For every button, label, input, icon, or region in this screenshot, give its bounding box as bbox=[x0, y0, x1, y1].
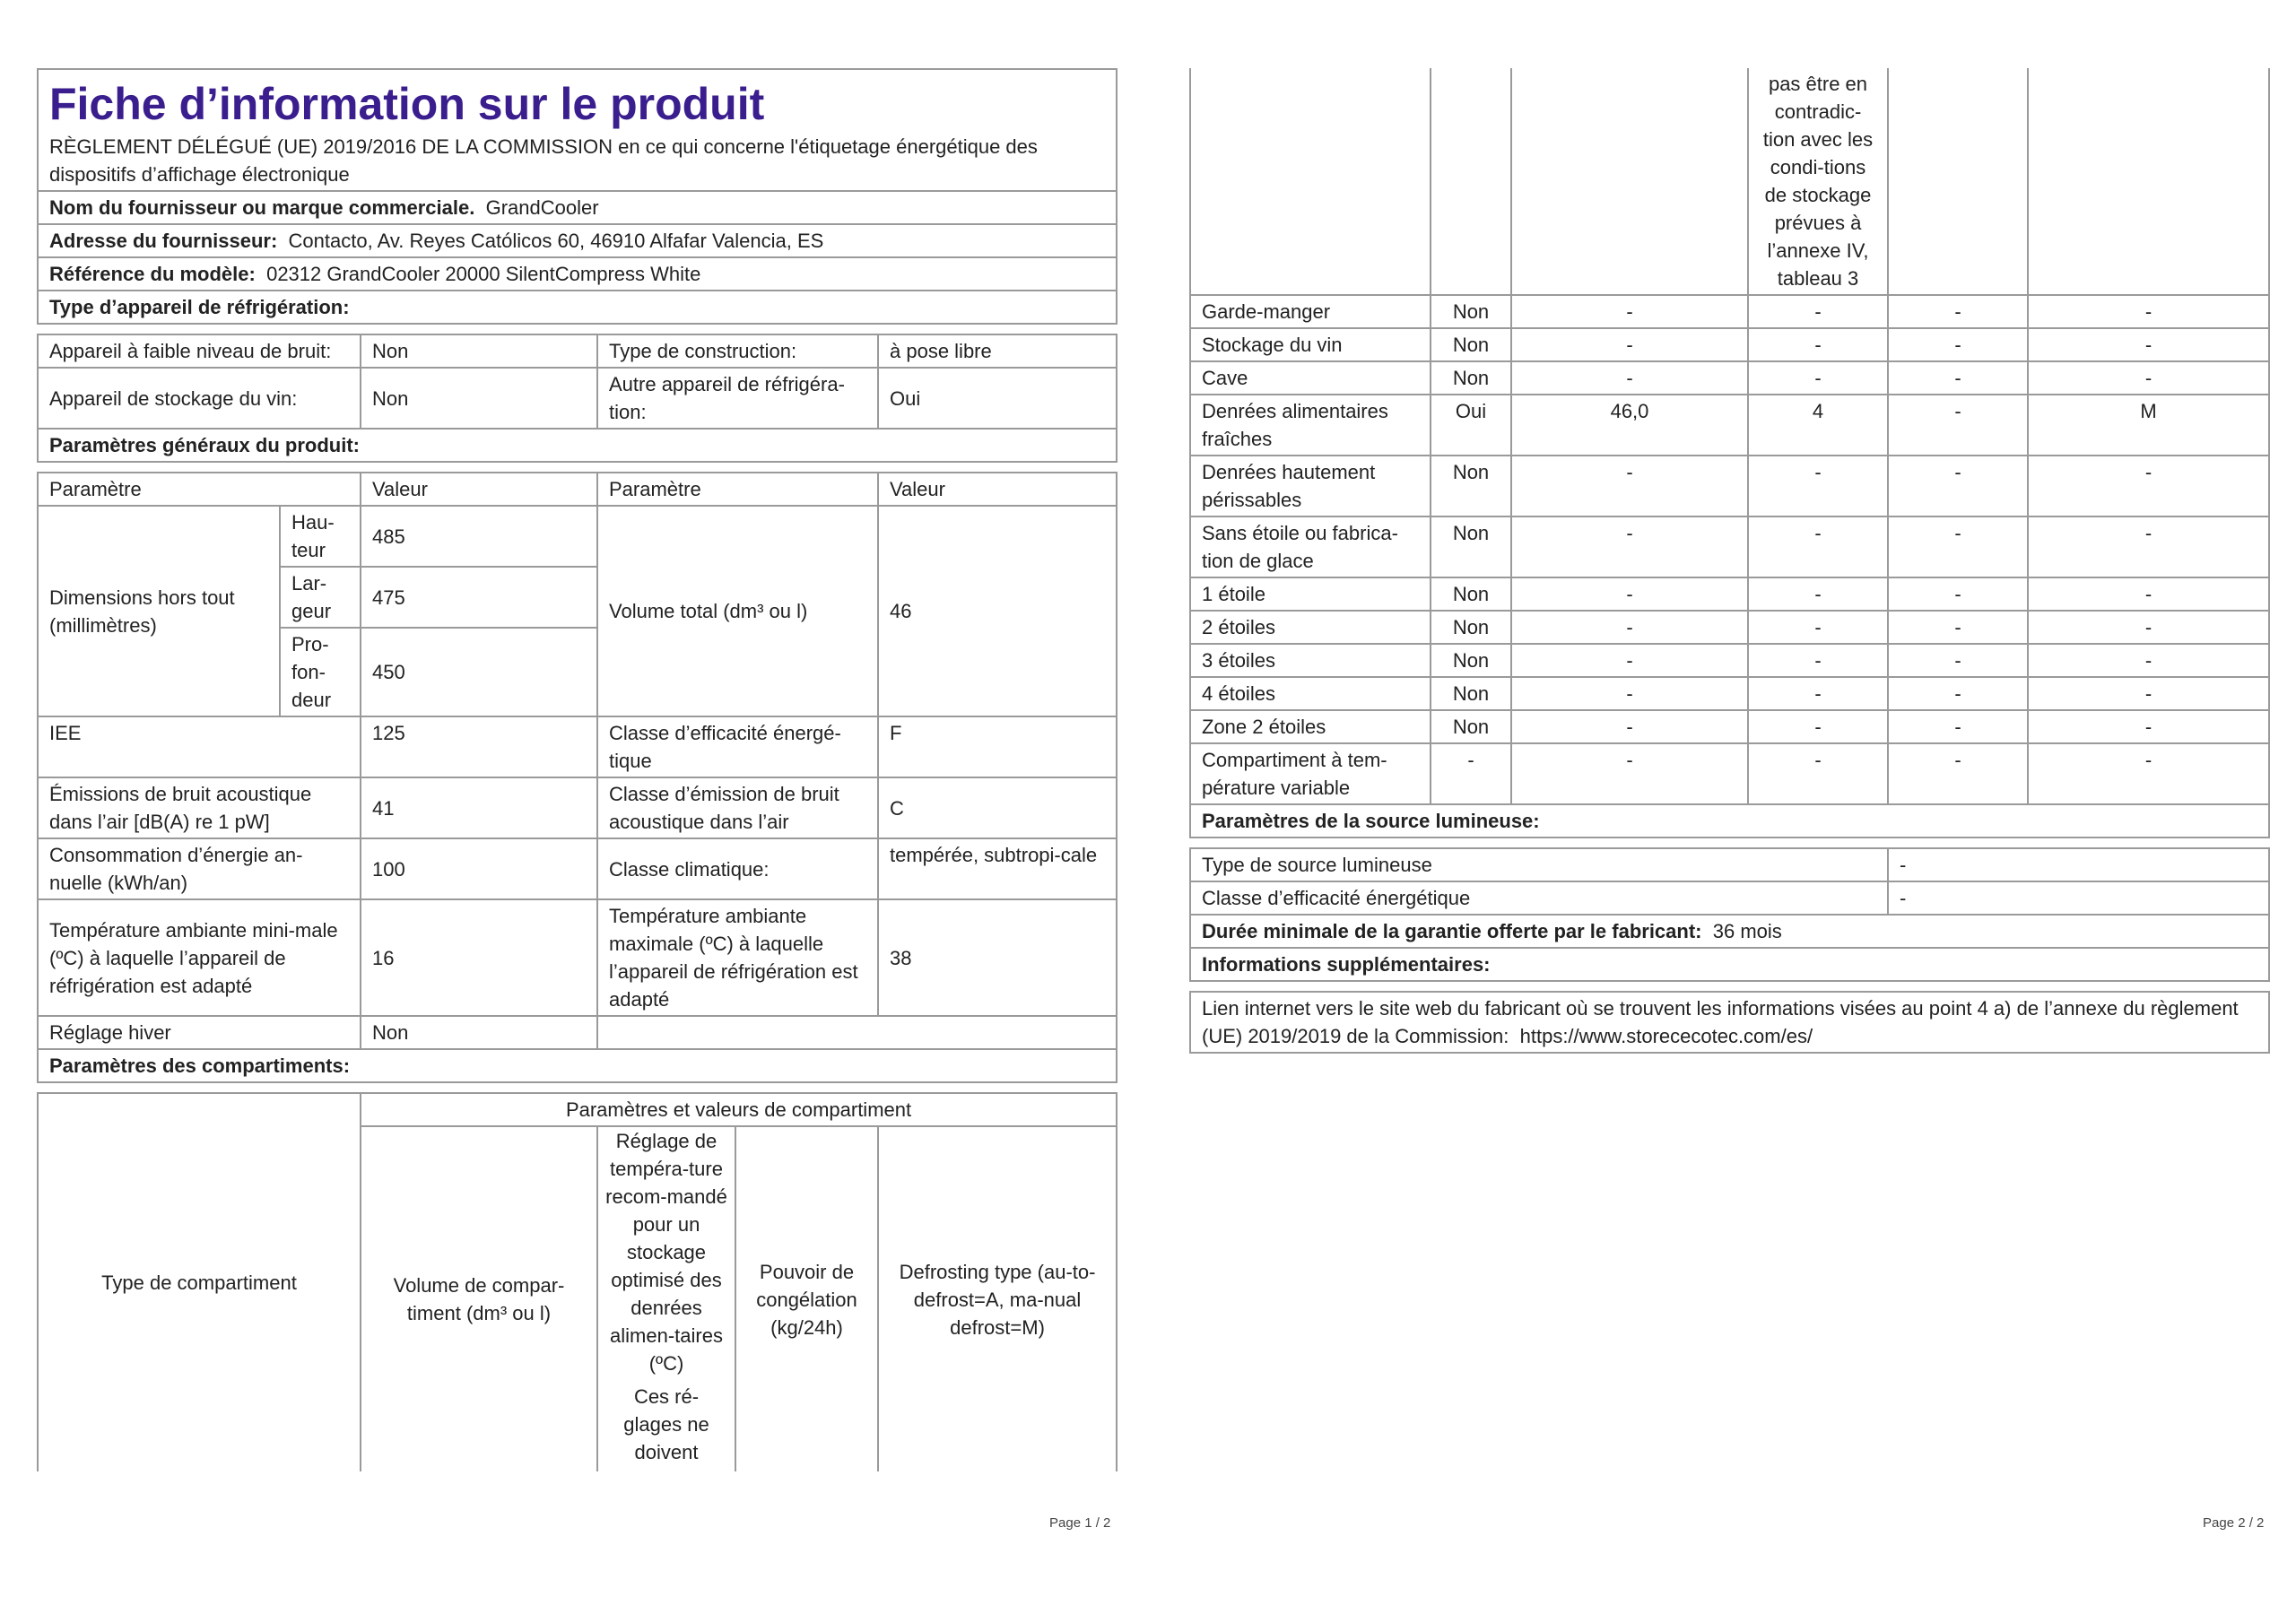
col-value-1: Valeur bbox=[361, 473, 597, 506]
construction-label: Type de construction: bbox=[597, 334, 878, 368]
compartment-volume: - bbox=[1511, 611, 1748, 644]
compartment-volume: - bbox=[1511, 577, 1748, 611]
compartment-freeze: - bbox=[1888, 611, 2028, 644]
compartment-temp: - bbox=[1748, 644, 1888, 677]
comp-volume-header: Volume de compar-timent (dm³ ou l) bbox=[361, 1126, 597, 1471]
compartment-present: Non bbox=[1431, 295, 1511, 328]
compartment-defrost: - bbox=[2028, 361, 2269, 395]
iee-value: 125 bbox=[361, 716, 597, 777]
col-param-1: Paramètre bbox=[38, 473, 361, 506]
compartment-name: 3 étoiles bbox=[1190, 644, 1431, 677]
compartment-freeze: - bbox=[1888, 743, 2028, 804]
compartment-present: Non bbox=[1431, 516, 1511, 577]
consumption-label: Consommation d’énergie an-nuelle (kWh/an) bbox=[38, 838, 361, 899]
compartment-present: - bbox=[1431, 743, 1511, 804]
compartment-freeze: - bbox=[1888, 516, 2028, 577]
dimensions-label: Dimensions hors tout (millimètres) bbox=[38, 506, 280, 716]
extra-text: Lien internet vers le site web du fabricant où se trouvent les informations visées au point 4 a) de l’annexe du règlement (UE) 2019/2019 de la Commission: bbox=[1202, 997, 2239, 1047]
table-row bbox=[1190, 295, 2269, 328]
compartment-freeze: - bbox=[1888, 644, 2028, 677]
compartment-defrost: - bbox=[2028, 328, 2269, 361]
compartment-temp: - bbox=[1748, 456, 1888, 516]
compartment-freeze: - bbox=[1888, 361, 2028, 395]
max-temp-value: 38 bbox=[878, 899, 1117, 1016]
other-value: Oui bbox=[878, 368, 1117, 429]
compartment-table bbox=[1189, 68, 2270, 1054]
compartment-present: Non bbox=[1431, 328, 1511, 361]
compartment-freeze: - bbox=[1888, 677, 2028, 710]
winter-value: Non bbox=[361, 1016, 597, 1049]
max-temp-label: Température ambiante maximale (ºC) à laquelle l’appareil de réfrigération est adapté bbox=[597, 899, 878, 1016]
compartment-temp: - bbox=[1748, 743, 1888, 804]
compartment-name: 4 étoiles bbox=[1190, 677, 1431, 710]
table-row bbox=[1190, 328, 2269, 361]
height-value: 485 bbox=[361, 506, 597, 567]
compartment-defrost: - bbox=[2028, 644, 2269, 677]
compartments-heading: Paramètres des compartiments: bbox=[38, 1049, 1117, 1082]
comp-temp-header-continuation: pas être en contradic-tion avec les condi-tions de stockage prévues à l’annexe IV, tableau 3 bbox=[1748, 68, 1888, 295]
compartment-defrost: - bbox=[2028, 677, 2269, 710]
model-label: Référence du modèle: bbox=[49, 263, 256, 285]
table-row bbox=[1190, 677, 2269, 710]
climate-label: Classe climatique: bbox=[597, 838, 878, 899]
regulation-text: RÈGLEMENT DÉLÉGUÉ (UE) 2019/2016 DE LA COMMISSION en ce qui concerne l'étiquetage énergétique des dispositifs d’affichage électronique bbox=[49, 135, 1038, 186]
light-class-label: Classe d’efficacité énergétique bbox=[1190, 881, 1888, 915]
comp-temp-header: Réglage de tempéra-ture recom-mandé pour un stockage optimisé des denrées alimen-taires (ºC) bbox=[605, 1130, 727, 1375]
compartment-present: Non bbox=[1431, 677, 1511, 710]
address-label: Adresse du fournisseur: bbox=[49, 230, 278, 252]
compartment-name: Denrées hautement périssables bbox=[1190, 456, 1431, 516]
compartment-temp: - bbox=[1748, 516, 1888, 577]
compartment-freeze: - bbox=[1888, 395, 2028, 456]
compartment-volume: - bbox=[1511, 516, 1748, 577]
compartment-name: Compartiment à tem-pérature variable bbox=[1190, 743, 1431, 804]
col-value-2: Valeur bbox=[878, 473, 1117, 506]
compartment-temp: - bbox=[1748, 677, 1888, 710]
compartment-present: Non bbox=[1431, 710, 1511, 743]
min-temp-value: 16 bbox=[361, 899, 597, 1016]
compartment-freeze: - bbox=[1888, 328, 2028, 361]
width-label: Lar-geur bbox=[280, 567, 361, 628]
compartment-name: Cave bbox=[1190, 361, 1431, 395]
compartment-defrost: - bbox=[2028, 295, 2269, 328]
compartment-name: Stockage du vin bbox=[1190, 328, 1431, 361]
low-noise-label: Appareil à faible niveau de bruit: bbox=[38, 334, 361, 368]
compartment-present: Non bbox=[1431, 456, 1511, 516]
table-row bbox=[1190, 361, 2269, 395]
low-noise-value: Non bbox=[361, 334, 597, 368]
consumption-value: 100 bbox=[361, 838, 597, 899]
iee-label: IEE bbox=[38, 716, 361, 777]
volume-label: Volume total (dm³ ou l) bbox=[597, 506, 878, 716]
comp-defrost-header: Defrosting type (au-to-defrost=A, ma-nual defrost=M) bbox=[878, 1126, 1117, 1471]
light-class-value: - bbox=[1888, 881, 2269, 915]
compartment-freeze: - bbox=[1888, 710, 2028, 743]
general-heading: Paramètres généraux du produit: bbox=[38, 429, 1117, 462]
comp-temp-header-cont: Ces ré-glages ne doivent bbox=[623, 1385, 709, 1463]
compartment-present: Non bbox=[1431, 644, 1511, 677]
wine-label: Appareil de stockage du vin: bbox=[38, 368, 361, 429]
compartment-temp: - bbox=[1748, 328, 1888, 361]
compartment-temp: - bbox=[1748, 295, 1888, 328]
winter-label: Réglage hiver bbox=[38, 1016, 361, 1049]
compartment-volume: - bbox=[1511, 456, 1748, 516]
table-row bbox=[1190, 710, 2269, 743]
compartment-temp: 4 bbox=[1748, 395, 1888, 456]
compartment-volume: - bbox=[1511, 644, 1748, 677]
col-param-2: Paramètre bbox=[597, 473, 878, 506]
height-label: Hau-teur bbox=[280, 506, 361, 567]
warranty-value: 36 mois bbox=[1712, 920, 1782, 942]
supplier-label: Nom du fournisseur ou marque commerciale. bbox=[49, 196, 475, 219]
compartment-volume: - bbox=[1511, 361, 1748, 395]
table-row bbox=[1190, 743, 2269, 804]
compartment-temp: - bbox=[1748, 361, 1888, 395]
light-type-label: Type de source lumineuse bbox=[1190, 848, 1888, 881]
compartment-defrost: - bbox=[2028, 743, 2269, 804]
compartment-volume: - bbox=[1511, 677, 1748, 710]
compartment-defrost: M bbox=[2028, 395, 2269, 456]
compartment-volume: 46,0 bbox=[1511, 395, 1748, 456]
warranty-label: Durée minimale de la garantie offerte par le fabricant: bbox=[1202, 920, 1702, 942]
table-row bbox=[1190, 611, 2269, 644]
compartment-present: Non bbox=[1431, 611, 1511, 644]
compartment-freeze: - bbox=[1888, 456, 2028, 516]
energy-class-label: Classe d’efficacité énergé-tique bbox=[597, 716, 878, 777]
compartment-defrost: - bbox=[2028, 577, 2269, 611]
manufacturer-link[interactable]: https://www.storececotec.com/es/ bbox=[1519, 1025, 1813, 1047]
compartment-defrost: - bbox=[2028, 710, 2269, 743]
compartment-name: Garde-manger bbox=[1190, 295, 1431, 328]
compartment-defrost: - bbox=[2028, 456, 2269, 516]
table-row bbox=[1190, 456, 2269, 516]
compartment-present: Non bbox=[1431, 361, 1511, 395]
table-row bbox=[1190, 395, 2269, 456]
min-temp-label: Température ambiante mini-male (ºC) à laquelle l’appareil de réfrigération est adapté bbox=[38, 899, 361, 1016]
page-1-footer: Page 1 / 2 bbox=[1049, 1515, 1111, 1531]
compartment-name: Denrées alimentaires fraîches bbox=[1190, 395, 1431, 456]
width-value: 475 bbox=[361, 567, 597, 628]
compartment-temp: - bbox=[1748, 577, 1888, 611]
model-value: 02312 GrandCooler 20000 SilentCompress White bbox=[266, 263, 701, 285]
compartment-volume: - bbox=[1511, 743, 1748, 804]
page-2-footer: Page 2 / 2 bbox=[2203, 1515, 2265, 1531]
compartment-defrost: - bbox=[2028, 611, 2269, 644]
table-row bbox=[1190, 577, 2269, 611]
compartment-present: Oui bbox=[1431, 395, 1511, 456]
light-type-value: - bbox=[1888, 848, 2269, 881]
compartment-freeze: - bbox=[1888, 577, 2028, 611]
compartment-present: Non bbox=[1431, 577, 1511, 611]
noise-class-label: Classe d’émission de bruit acoustique dans l’air bbox=[597, 777, 878, 838]
compartment-volume: - bbox=[1511, 328, 1748, 361]
table-row bbox=[1190, 644, 2269, 677]
depth-value: 450 bbox=[361, 628, 597, 716]
page-1 bbox=[37, 68, 1116, 1471]
product-info-table bbox=[37, 68, 1118, 1471]
compartment-name: Sans étoile ou fabrica-tion de glace bbox=[1190, 516, 1431, 577]
wine-value: Non bbox=[361, 368, 597, 429]
compartment-name: Zone 2 étoiles bbox=[1190, 710, 1431, 743]
climate-value: tempérée, subtropi-cale bbox=[878, 838, 1117, 899]
other-label: Autre appareil de réfrigéra-tion: bbox=[597, 368, 878, 429]
compartment-rows bbox=[1190, 295, 2269, 804]
page-title: Fiche d’information sur le produit bbox=[49, 79, 765, 129]
table-row bbox=[1190, 516, 2269, 577]
comp-type-header: Type de compartiment bbox=[38, 1093, 361, 1471]
noise-label: Émissions de bruit acoustique dans l’air [dB(A) re 1 pW] bbox=[38, 777, 361, 838]
supplier-value: GrandCooler bbox=[485, 196, 599, 219]
page-2 bbox=[1189, 68, 2268, 1054]
compartment-freeze: - bbox=[1888, 295, 2028, 328]
compartment-temp: - bbox=[1748, 710, 1888, 743]
construction-value: à pose libre bbox=[878, 334, 1117, 368]
compartment-name: 1 étoile bbox=[1190, 577, 1431, 611]
energy-class-value: F bbox=[878, 716, 1117, 777]
compartment-temp: - bbox=[1748, 611, 1888, 644]
depth-label: Pro-fon-deur bbox=[280, 628, 361, 716]
appliance-type-heading: Type d’appareil de réfrigération: bbox=[38, 291, 1117, 324]
compartment-volume: - bbox=[1511, 295, 1748, 328]
noise-class-value: C bbox=[878, 777, 1117, 838]
extra-heading: Informations supplémentaires: bbox=[1190, 948, 2269, 981]
comp-freeze-header: Pouvoir de congélation (kg/24h) bbox=[756, 1260, 857, 1339]
compartment-volume: - bbox=[1511, 710, 1748, 743]
address-value: Contacto, Av. Reyes Católicos 60, 46910 Alfafar Valencia, ES bbox=[288, 230, 824, 252]
compartment-defrost: - bbox=[2028, 516, 2269, 577]
noise-value: 41 bbox=[361, 777, 597, 838]
comp-params-header: Paramètres et valeurs de compartiment bbox=[361, 1093, 1117, 1126]
volume-value: 46 bbox=[878, 506, 1117, 716]
compartment-name: 2 étoiles bbox=[1190, 611, 1431, 644]
light-heading: Paramètres de la source lumineuse: bbox=[1190, 804, 2269, 838]
